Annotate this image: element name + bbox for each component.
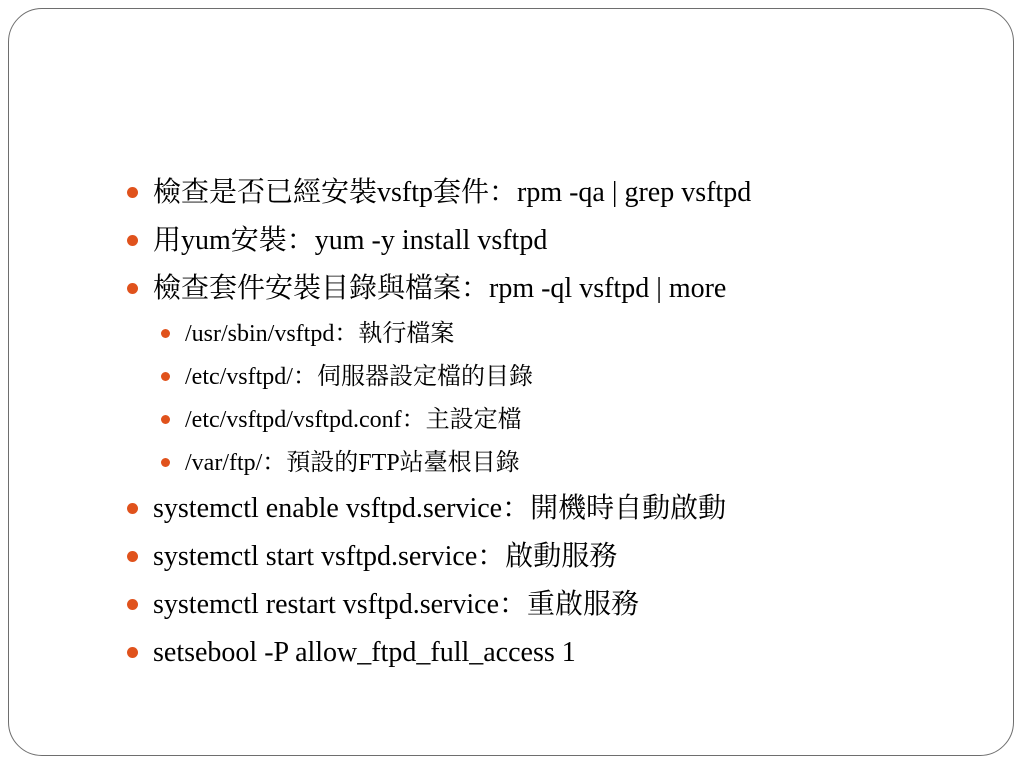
bullet-list (121, 169, 921, 677)
sub-list-item (121, 442, 921, 485)
sub-list-item-text: /etc/vsftpd/：伺服器設定檔的目錄 (185, 364, 533, 390)
list-item-text: systemctl restart vsftpd.service：重啟服務 (153, 589, 640, 620)
list-item-text: 檢查是否已經安裝vsftp套件：rpm -qa | grep vsftpd (153, 177, 752, 208)
sub-list-item (121, 313, 921, 356)
sub-list-item (121, 399, 921, 442)
bullet-icon (127, 235, 138, 246)
list-item (121, 581, 921, 629)
list-item (121, 629, 921, 677)
bullet-icon (127, 187, 138, 198)
bullet-icon (127, 599, 138, 610)
bullet-icon (127, 503, 138, 514)
bullet-icon (161, 329, 170, 338)
bullet-icon (127, 551, 138, 562)
list-item (121, 217, 921, 265)
bullet-icon (161, 372, 170, 381)
list-item (121, 169, 921, 217)
list-item-text: 用yum安裝：yum -y install vsftpd (153, 225, 548, 256)
sub-list (121, 313, 921, 485)
list-item-text: 檢查套件安裝目錄與檔案：rpm -ql vsftpd | more (153, 273, 727, 304)
sub-list-item-text: /var/ftp/：預設的FTP站臺根目錄 (185, 450, 520, 476)
bullet-icon (127, 283, 138, 294)
slide-frame (8, 8, 1014, 756)
list-item (121, 485, 921, 533)
bullet-icon (161, 415, 170, 424)
slide-content (121, 169, 921, 677)
sub-list-item-text: /etc/vsftpd/vsftpd.conf：主設定檔 (185, 407, 522, 433)
sub-list-container (121, 313, 921, 485)
list-item-text: systemctl start vsftpd.service：啟動服務 (153, 541, 618, 572)
sub-list-item (121, 356, 921, 399)
list-item (121, 533, 921, 581)
list-item-text: systemctl enable vsftpd.service：開機時自動啟動 (153, 493, 727, 524)
list-item-text: setsebool -P allow_ftpd_full_access 1 (153, 637, 576, 668)
bullet-icon (127, 647, 138, 658)
sub-list-item-text: /usr/sbin/vsftpd：執行檔案 (185, 321, 455, 347)
list-item (121, 265, 921, 313)
bullet-icon (161, 458, 170, 467)
